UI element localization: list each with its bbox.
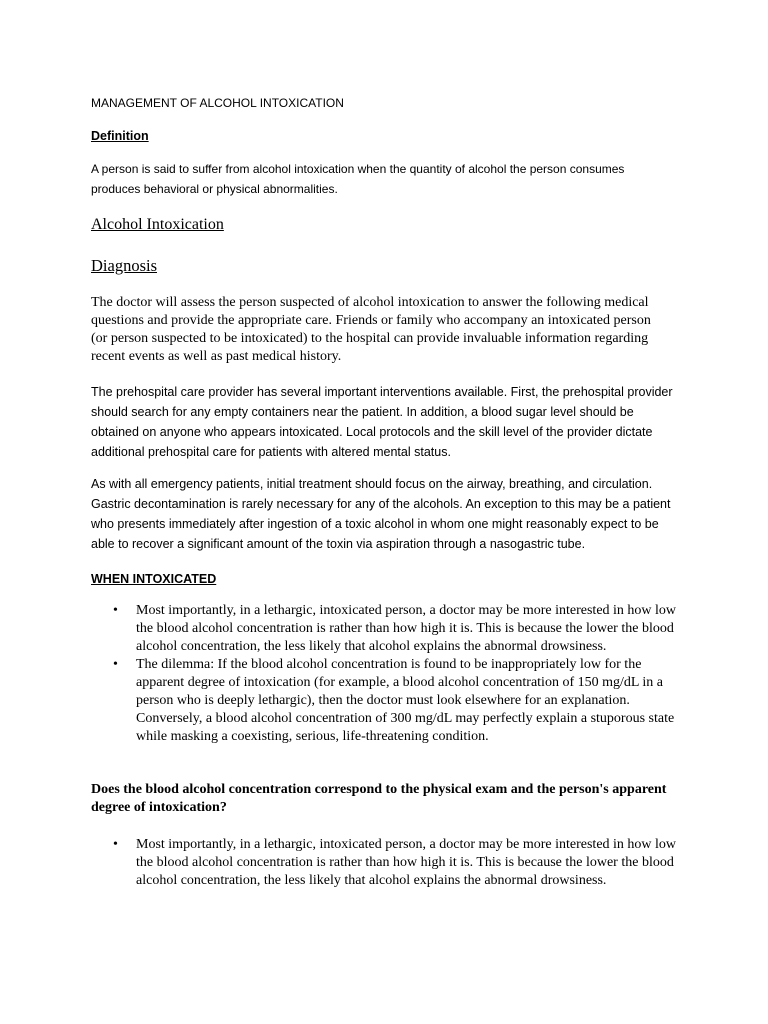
when-intoxicated-list [91, 602, 681, 746]
list-item-text: Most importantly, in a lethargic, intoxicated person, a doctor may be more interested in how low the blood alcohol concentration is rather than how high it is. This is because the lower the blood alcohol concentration, the less likely that alcohol explains the abnormal drowsiness. [136, 603, 677, 654]
treatment-paragraph: As with all emergency patients, initial treatment should focus on the airway, breathing, and circulation. Gastric decontamination is rarely necessary for any of the alcohols. An exception to this may be a patient who presents immediately after ingestion of a toxic alcohol in whom one might reasonably expect to be able to recover a significant amount of the toxin via aspiration through a nasogastric tube. [91, 477, 671, 551]
list-item-text: Most importantly, in a lethargic, intoxicated person, a doctor may be more interested in how low the blood alcohol concentration is rather than how high it is. This is because the lower the blood alcohol concentration, the less likely that alcohol explains the abnormal drowsiness. [136, 837, 677, 888]
list-item [91, 656, 681, 746]
definition-heading: Definition [91, 129, 149, 143]
bullet-icon: • [113, 837, 118, 852]
prehospital-paragraph: The prehospital care provider has several important interventions available. First, the prehospital provider should search for any empty containers near the patient. In addition, a blood sugar level should be obtained on anyone who appears intoxicated. Local protocols and the skill level of the provider dictate additional prehospital care for patients with altered mental status. [91, 385, 673, 459]
when-intoxicated-heading: WHEN INTOXICATED [91, 572, 217, 586]
document-title: MANAGEMENT OF ALCOHOL INTOXICATION [91, 96, 344, 110]
list-item [91, 836, 681, 890]
section-heading-alcohol-intoxication: Alcohol Intoxication [91, 216, 224, 233]
question-heading: Does the blood alcohol concentration correspond to the physical exam and the person's apparent degree of intoxication? [91, 782, 667, 815]
list-item-text: The dilemma: If the blood alcohol concentration is found to be inappropriately low for the apparent degree of intoxication (for example, a blood alcohol concentration of 150 mg/dL in a person who is deeply lethargic), then the doctor must look elsewhere for an explanation. Conversely, a blood alcohol concentration of 300 mg/dL may perfectly explain a stuporous state while masking a coexisting, serious, life-threatening condition. [136, 657, 675, 744]
list-item [91, 602, 681, 656]
definition-text: A person is said to suffer from alcohol intoxication when the quantity of alcohol the person consumes produces behavioral or physical abnormalities. [91, 162, 625, 196]
diagnosis-paragraph: The doctor will assess the person suspected of alcohol intoxication to answer the following medical questions and provide the appropriate care. Friends or family who accompany an intoxicated person (or person suspected to be intoxicated) to the hospital can provide invaluable information regarding recent events as well as past medical history. [91, 295, 651, 364]
bullet-icon: • [113, 657, 118, 672]
diagnosis-heading: Diagnosis [91, 256, 157, 275]
bullet-icon: • [113, 603, 118, 618]
question-list [91, 836, 681, 890]
